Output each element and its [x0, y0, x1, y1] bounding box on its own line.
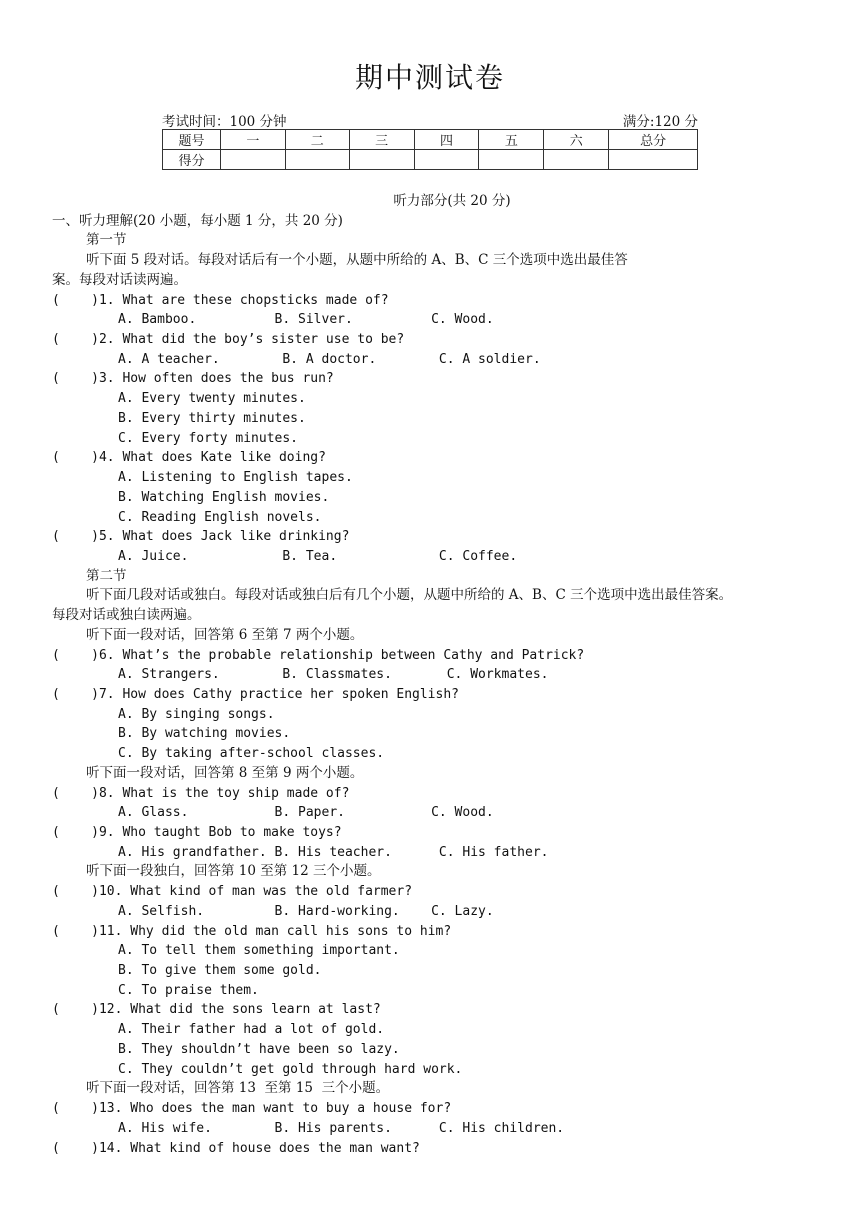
- question-line: ( )1. What are these chopsticks made of?: [52, 292, 389, 308]
- score-table-header-cell: 总分: [609, 130, 698, 150]
- instruction-line: 听下面 5 段对话。每段对话后有一个小题，从题中所给的 A、B、C 三个选项中选出最佳答: [86, 252, 628, 269]
- option-line: C. By taking after-school classes.: [118, 746, 385, 762]
- full-score: 满分:120 分: [622, 114, 698, 130]
- option-line: A. Listening to English tapes.: [118, 470, 353, 486]
- instruction-line: 听下面几段对话或独白。每段对话或独白后有几个小题，从题中所给的 A、B、C 三个选项中选出最佳答案。: [86, 587, 733, 604]
- section-heading: 听力部分(共 20 分): [393, 193, 511, 209]
- question-line: ( )8. What is the toy ship made of?: [52, 785, 350, 801]
- score-table-header-cell: 四: [414, 130, 479, 150]
- instruction-line: 第一节: [86, 232, 127, 249]
- option-line: A. Glass. B. Paper. C. Wood.: [118, 805, 494, 821]
- question-line: ( )10. What kind of man was the old farmer?: [52, 884, 413, 900]
- instruction-line: 听下面一段对话，回答第 6 至第 7 两个小题。: [86, 626, 364, 643]
- text-line: 每段对话或独白读两遍。: [52, 607, 201, 624]
- option-line: A. His grandfather. B. His teacher. C. His father.: [118, 844, 549, 860]
- text-line: 案。每段对话读两遍。: [52, 271, 187, 288]
- question-line: ( )9. Who taught Bob to make toys?: [52, 825, 342, 840]
- option-line: C. Every forty minutes.: [118, 430, 299, 446]
- exam-time: 考试时间：100 分钟: [162, 114, 287, 130]
- score-table-header-cell: 三: [349, 130, 414, 150]
- option-line: B. They shouldn’t have been so lazy.: [118, 1041, 400, 1057]
- score-table-header-cell: 六: [544, 130, 609, 150]
- score-cell[interactable]: [414, 150, 479, 170]
- option-line: A. A teacher. B. A doctor. C. A soldier.: [118, 351, 541, 367]
- page-title: 期中测试卷: [354, 61, 505, 94]
- question-line: ( )4. What does Kate like doing?: [52, 450, 326, 466]
- option-line: C. To praise them.: [118, 982, 259, 998]
- instruction-line: 听下面一段对话，回答第 13 至第 15 三个小题。: [86, 1080, 390, 1097]
- question-line: ( )5. What does Jack like drinking?: [52, 529, 350, 545]
- listening-section: [52, 192, 852, 1158]
- question-line: ( )7. How does Cathy practice her spoken English?: [52, 686, 459, 702]
- option-line: C. Reading English novels.: [118, 509, 322, 525]
- option-line: A. Strangers. B. Classmates. C. Workmates.: [118, 667, 549, 683]
- question-line: ( )13. Who does the man want to buy a house for?: [52, 1101, 452, 1117]
- score-cell[interactable]: [609, 150, 698, 170]
- option-line: B. By watching movies.: [118, 726, 291, 742]
- score-table-header-cell: 题号: [163, 130, 221, 150]
- question-line: ( )14. What kind of house does the man want?: [52, 1140, 420, 1156]
- option-line: A. Every twenty minutes.: [118, 391, 306, 407]
- option-line: A. Juice. B. Tea. C. Coffee.: [118, 548, 518, 564]
- score-cell[interactable]: [544, 150, 609, 170]
- option-line: A. His wife. B. His parents. C. His children.: [118, 1120, 565, 1136]
- instruction-line: 第二节: [86, 567, 127, 584]
- instruction-line: 听下面一段对话，回答第 8 至第 9 两个小题。: [86, 764, 364, 781]
- question-line: ( )11. Why did the old man call his sons to him?: [52, 923, 452, 939]
- question-line: ( )3. How often does the bus run?: [52, 371, 334, 387]
- option-line: A. By singing songs.: [118, 706, 275, 722]
- question-line: ( )12. What did the sons learn at last?: [52, 1002, 381, 1018]
- score-cell[interactable]: [349, 150, 414, 170]
- score-table-header-cell: 五: [479, 130, 544, 150]
- score-table-header-cell: 一: [220, 130, 285, 150]
- score-cell[interactable]: [285, 150, 349, 170]
- question-line: ( )6. What’s the probable relationship between Cathy and Patrick?: [52, 647, 585, 663]
- score-table-score-row: [163, 150, 698, 170]
- score-table-header-cell: 二: [285, 130, 349, 150]
- option-line: A. To tell them something important.: [118, 943, 400, 959]
- option-line: C. They couldn’t get gold through hard work.: [118, 1061, 463, 1077]
- score-cell[interactable]: [479, 150, 544, 170]
- option-line: A. Their father had a lot of gold.: [118, 1022, 385, 1038]
- score-row-label: 得分: [163, 150, 221, 170]
- score-table: [162, 129, 698, 170]
- text-line: 一、听力理解(20 小题，每小题 1 分，共 20 分): [52, 212, 343, 229]
- option-line: B. To give them some gold.: [118, 963, 322, 979]
- option-line: A. Bamboo. B. Silver. C. Wood.: [118, 312, 494, 328]
- score-table-header-row: [163, 130, 698, 150]
- question-line: ( )2. What did the boy’s sister use to be?: [52, 332, 405, 348]
- exam-meta: [162, 110, 698, 128]
- option-line: A. Selfish. B. Hard-working. C. Lazy.: [118, 903, 494, 919]
- instruction-line: 听下面一段独白，回答第 10 至第 12 三个小题。: [86, 863, 381, 880]
- option-line: B. Every thirty minutes.: [118, 410, 306, 426]
- score-cell[interactable]: [220, 150, 285, 170]
- option-line: B. Watching English movies.: [118, 489, 330, 505]
